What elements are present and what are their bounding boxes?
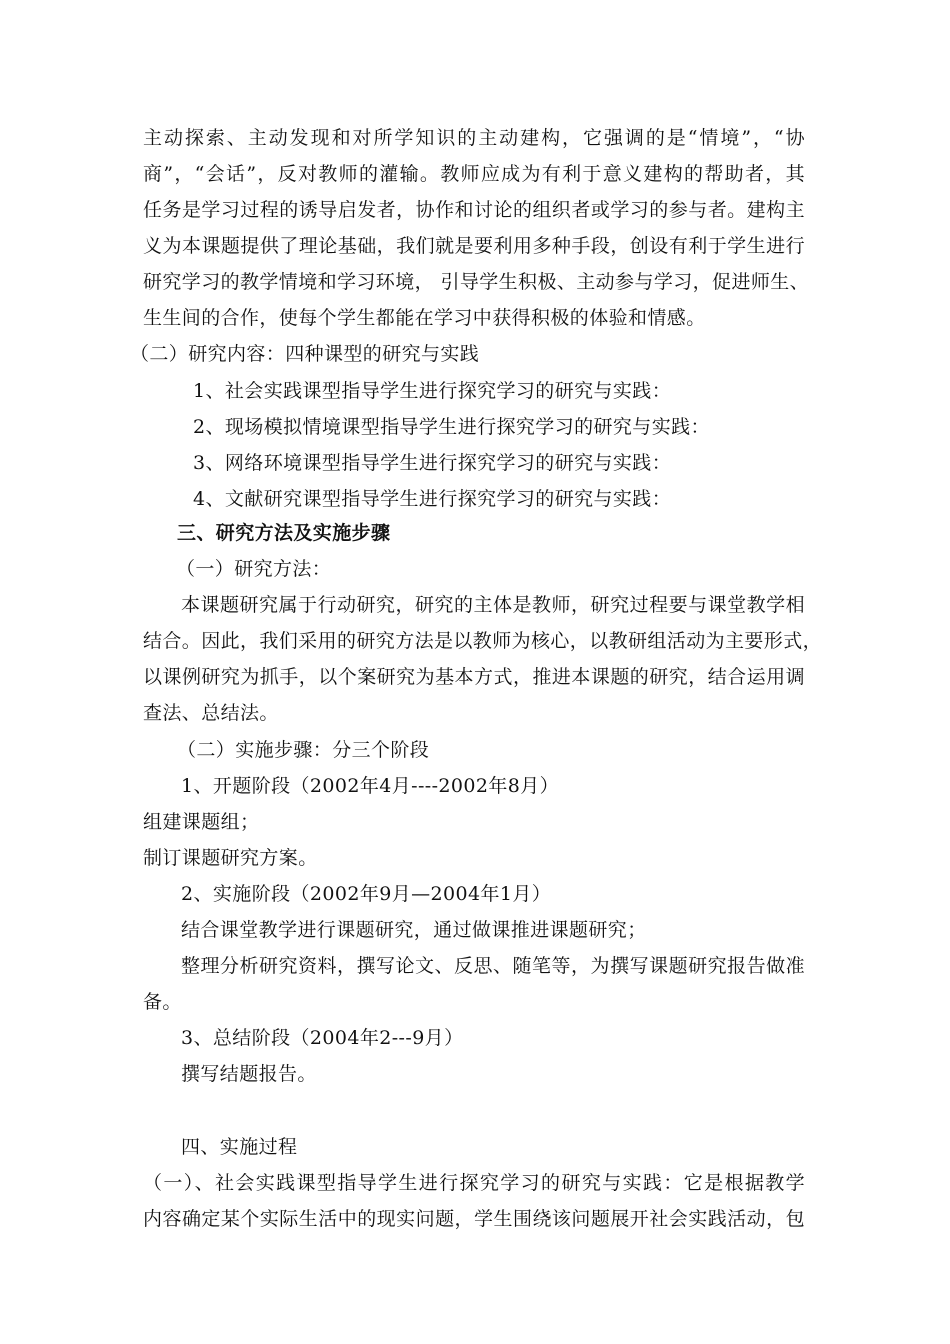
section-heading: （一）研究方法： <box>176 558 332 580</box>
chapter-heading: 四、实施过程 <box>181 1136 298 1158</box>
paragraph-line: 备。 <box>143 991 182 1013</box>
paragraph-line: 义为本课题提供了理论基础，我们就是要利用多种手段，创设有利于学生进行 <box>143 235 805 257</box>
stage-heading: 2、实施阶段（2002年9月—2004年1月） <box>181 883 552 905</box>
paragraph-line: 商”，“会话”，反对教师的灌输。教师应成为有利于意义建构的帮助者，其 <box>143 163 805 185</box>
list-item: 1、社会实践课型指导学生进行探究学习的研究与实践： <box>193 380 672 402</box>
paragraph-line: 撰写结题报告。 <box>181 1063 317 1085</box>
list-item: 3、网络环境课型指导学生进行探究学习的研究与实践： <box>193 452 672 474</box>
paragraph-line: 任务是学习过程的诱导启发者，协作和讨论的组织者或学习的参与者。建构主 <box>143 199 805 221</box>
paragraph-line: 整理分析研究资料，撰写论文、反思、随笔等，为撰写课题研究报告做准 <box>181 955 805 977</box>
chapter-heading: 三、研究方法及实施步骤 <box>177 522 391 544</box>
section-heading: （二）研究内容：四种课型的研究与实践 <box>130 343 480 365</box>
paragraph-line: 制订课题研究方案。 <box>143 847 318 869</box>
paragraph-line: 生生间的合作，使每个学生都能在学习中获得积极的体验和情感。 <box>143 307 706 329</box>
paragraph-line: 研究学习的教学情境和学习环境， 引导学生积极、主动参与学习，促进师生、 <box>143 271 810 293</box>
paragraph-line: 结合。因此，我们采用的研究方法是以教师为核心，以教研组活动为主要形式， <box>143 630 823 652</box>
list-item: 4、文献研究课型指导学生进行探究学习的研究与实践： <box>193 488 672 510</box>
section-heading: （二）实施步骤：分三个阶段 <box>177 739 430 761</box>
paragraph-line: （一）、社会实践课型指导学生进行探究学习的研究与实践：它是根据教学 <box>143 1172 805 1194</box>
paragraph-line: 主动探索、主动发现和对所学知识的主动建构，它强调的是“情境”，“协 <box>143 127 805 149</box>
list-item: 2、现场模拟情境课型指导学生进行探究学习的研究与实践： <box>193 416 710 438</box>
stage-heading: 1、开题阶段（2002年4月----2002年8月） <box>181 775 560 797</box>
paragraph-line: 组建课题组； <box>143 811 260 833</box>
paragraph-line: 内容确定某个实际生活中的现实问题，学生围绕该问题展开社会实践活动，包 <box>143 1208 805 1230</box>
paragraph-line: 以课例研究为抓手，以个案研究为基本方式，推进本课题的研究，结合运用调 <box>143 666 805 688</box>
paragraph-line: 本课题研究属于行动研究，研究的主体是教师，研究过程要与课堂教学相 <box>181 594 805 616</box>
stage-heading: 3、总结阶段（2004年2---9月） <box>181 1027 464 1049</box>
paragraph-line: 结合课堂教学进行课题研究，通过做课推进课题研究； <box>181 919 647 941</box>
paragraph-line: 查法、总结法。 <box>143 702 279 724</box>
